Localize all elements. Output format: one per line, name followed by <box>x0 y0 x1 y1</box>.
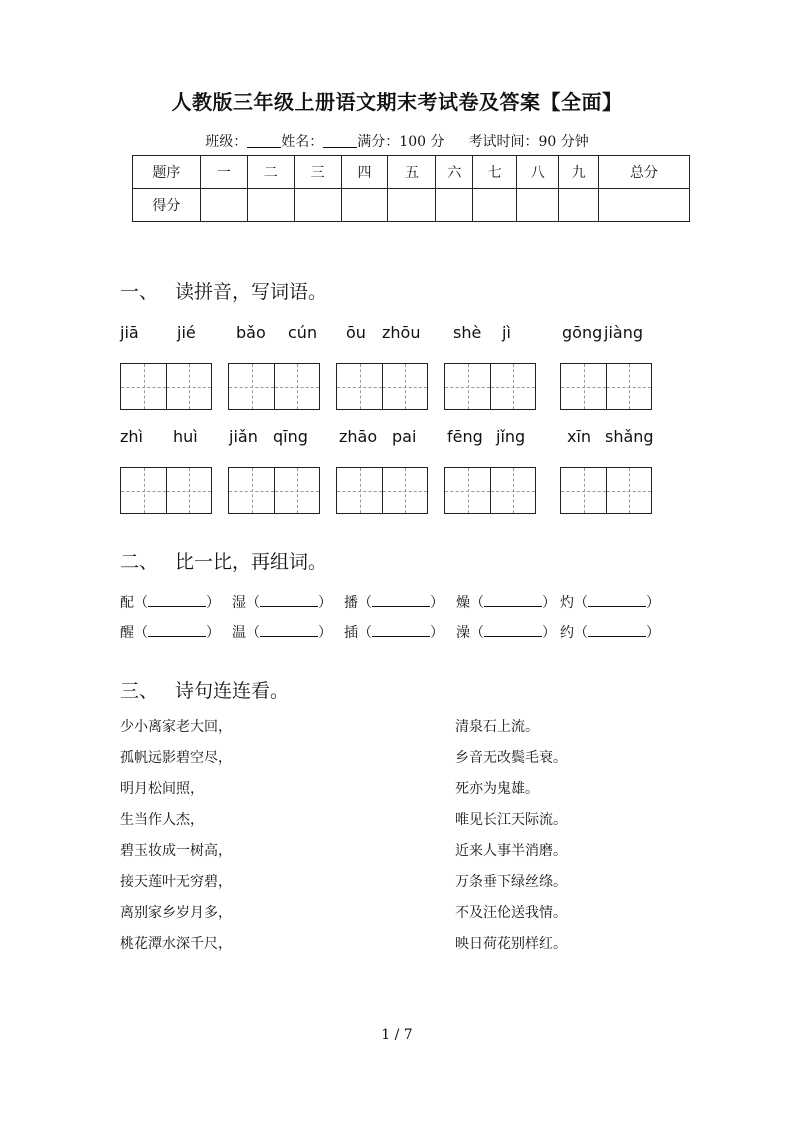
compare-char: 插 <box>344 625 358 641</box>
pinyin-syllable: xīn <box>567 427 592 446</box>
section2-title: 比一比，再组词。 <box>175 551 328 573</box>
compare-item: 约（ ） <box>560 625 660 641</box>
poem-line-left[interactable]: 明月松间照， <box>120 781 204 797</box>
section1-number: 一、 <box>120 281 159 303</box>
compare-char: 灼 <box>560 595 574 611</box>
compare-item: 插（ ） <box>344 625 444 641</box>
poem-line-right[interactable]: 乡音无改鬓毛衰。 <box>455 750 567 766</box>
poem-line-left[interactable]: 少小离家老大回， <box>120 719 232 735</box>
score-header-cell: 六 <box>436 156 473 189</box>
poem-line-right[interactable]: 唯见长江天际流。 <box>455 812 567 828</box>
answer-blank[interactable] <box>588 625 646 637</box>
poem-line-left[interactable]: 生当作人杰， <box>120 812 204 828</box>
pinyin-syllable: gōng <box>562 323 603 342</box>
pinyin-syllable: zhì <box>120 427 143 446</box>
score-input-cell[interactable] <box>473 189 517 222</box>
score-input-cell[interactable] <box>341 189 388 222</box>
section3-heading <box>120 676 289 703</box>
score-header-cell: 九 <box>559 156 599 189</box>
score-input-cell[interactable] <box>388 189 436 222</box>
compare-item: 灼（ ） <box>560 595 660 611</box>
pinyin-syllable: jiǎn <box>229 427 258 446</box>
writing-box-row-2 <box>0 467 794 515</box>
pinyin-syllable: zhōu <box>382 323 421 342</box>
full-score-text: 满分：100 分 <box>357 134 445 150</box>
answer-blank[interactable] <box>372 625 430 637</box>
score-input-cell[interactable] <box>200 189 247 222</box>
pinyin-syllable: shǎng <box>605 427 654 446</box>
name-label: 姓名： <box>281 134 324 150</box>
pinyin-syllable: shè <box>453 323 482 342</box>
writing-box[interactable] <box>228 363 320 410</box>
compare-char: 配 <box>120 595 134 611</box>
score-header-cell: 七 <box>473 156 517 189</box>
poem-line-left[interactable]: 接天莲叶无穷碧， <box>120 874 232 890</box>
compare-char: 醒 <box>120 625 134 641</box>
score-input-cell[interactable] <box>247 189 294 222</box>
answer-blank[interactable] <box>484 595 542 607</box>
answer-blank[interactable] <box>148 595 206 607</box>
poem-line-right[interactable]: 死亦为鬼雄。 <box>455 781 539 797</box>
pinyin-syllable: huì <box>173 427 198 446</box>
compare-item: 澡（ ） <box>456 625 556 641</box>
score-table <box>132 155 690 222</box>
score-header-cell: 三 <box>294 156 341 189</box>
poem-line-right[interactable]: 近来人事半消磨。 <box>455 843 567 859</box>
exam-time-text: 考试时间：90 分钟 <box>468 134 589 150</box>
score-input-cell[interactable] <box>559 189 599 222</box>
compare-item: 醒（ ） <box>120 625 220 641</box>
poem-line-right[interactable]: 万条垂下绿丝绦。 <box>455 874 567 890</box>
writing-box[interactable] <box>560 467 652 514</box>
page-title: 人教版三年级上册语文期末考试卷及答案【全面】 <box>171 90 623 114</box>
answer-blank[interactable] <box>372 595 430 607</box>
score-input-cell[interactable] <box>436 189 473 222</box>
pinyin-syllable: jiàng <box>604 323 643 342</box>
answer-blank[interactable] <box>148 625 206 637</box>
score-header-cell: 八 <box>517 156 559 189</box>
writing-box[interactable] <box>560 363 652 410</box>
writing-box[interactable] <box>336 467 428 514</box>
writing-box-row-1 <box>0 363 794 411</box>
compare-item: 燥（ ） <box>456 595 556 611</box>
score-row-label: 得分 <box>133 189 201 222</box>
pinyin-syllable: ōu <box>346 323 366 342</box>
pinyin-syllable: jié <box>177 323 196 342</box>
poem-line-left[interactable]: 碧玉妆成一树高， <box>120 843 232 859</box>
score-header-cell: 总分 <box>599 156 690 189</box>
compare-item: 播（ ） <box>344 595 444 611</box>
score-header-cell: 题序 <box>133 156 201 189</box>
poem-line-left[interactable]: 孤帆远影碧空尽， <box>120 750 232 766</box>
answer-blank[interactable] <box>260 595 318 607</box>
answer-blank[interactable] <box>588 595 646 607</box>
compare-char: 播 <box>344 595 358 611</box>
writing-box[interactable] <box>228 467 320 514</box>
writing-box[interactable] <box>336 363 428 410</box>
section3-title: 诗句连连看。 <box>175 680 290 702</box>
pinyin-syllable: cún <box>288 323 318 342</box>
page-number: 1 / 7 <box>381 1027 413 1043</box>
pinyin-syllable: qīng <box>273 427 308 446</box>
pinyin-row-2 <box>0 427 794 451</box>
poem-line-left[interactable]: 桃花潭水深千尺， <box>120 936 232 952</box>
score-table-score-row <box>133 189 690 222</box>
score-header-cell: 一 <box>200 156 247 189</box>
score-input-cell[interactable] <box>517 189 559 222</box>
score-header-cell: 五 <box>388 156 436 189</box>
compare-char: 约 <box>560 625 574 641</box>
score-header-cell: 四 <box>341 156 388 189</box>
answer-blank[interactable] <box>260 625 318 637</box>
student-info-line <box>0 131 794 151</box>
score-input-cell[interactable] <box>294 189 341 222</box>
score-header-cell: 二 <box>247 156 294 189</box>
pinyin-syllable: jǐng <box>496 427 526 446</box>
poem-line-right[interactable]: 清泉石上流。 <box>455 719 539 735</box>
section2-heading <box>120 547 327 574</box>
compare-char: 燥 <box>456 595 470 611</box>
section1-title: 读拼音，写词语。 <box>175 281 328 303</box>
score-table-header-row <box>133 156 690 189</box>
writing-box[interactable] <box>444 467 536 514</box>
compare-char: 温 <box>232 625 246 641</box>
compare-char: 湿 <box>232 595 246 611</box>
writing-box[interactable] <box>444 363 536 410</box>
class-label: 班级： <box>205 134 248 150</box>
class-blank[interactable] <box>247 134 281 148</box>
pinyin-syllable: pai <box>392 427 417 446</box>
poem-line-right[interactable]: 映日荷花别样红。 <box>455 936 567 952</box>
pinyin-syllable: bǎo <box>236 323 266 342</box>
compare-item: 温（ ） <box>232 625 332 641</box>
score-input-cell[interactable] <box>599 189 690 222</box>
poem-line-right[interactable]: 不及汪伦送我情。 <box>455 905 567 921</box>
pinyin-syllable: zhāo <box>339 427 378 446</box>
pinyin-row-1 <box>0 323 794 347</box>
compare-char: 澡 <box>456 625 470 641</box>
pinyin-syllable: jì <box>502 323 511 342</box>
pinyin-syllable: fēng <box>447 427 483 446</box>
section3-number: 三、 <box>120 680 159 702</box>
name-blank[interactable] <box>323 134 357 148</box>
section2-number: 二、 <box>120 551 159 573</box>
writing-box[interactable] <box>120 363 212 410</box>
answer-blank[interactable] <box>484 625 542 637</box>
poem-line-left[interactable]: 离别家乡岁月多， <box>120 905 232 921</box>
section1-heading <box>120 277 327 304</box>
writing-box[interactable] <box>120 467 212 514</box>
pinyin-syllable: jiā <box>120 323 139 342</box>
compare-item: 配（ ） <box>120 595 220 611</box>
compare-item: 湿（ ） <box>232 595 332 611</box>
